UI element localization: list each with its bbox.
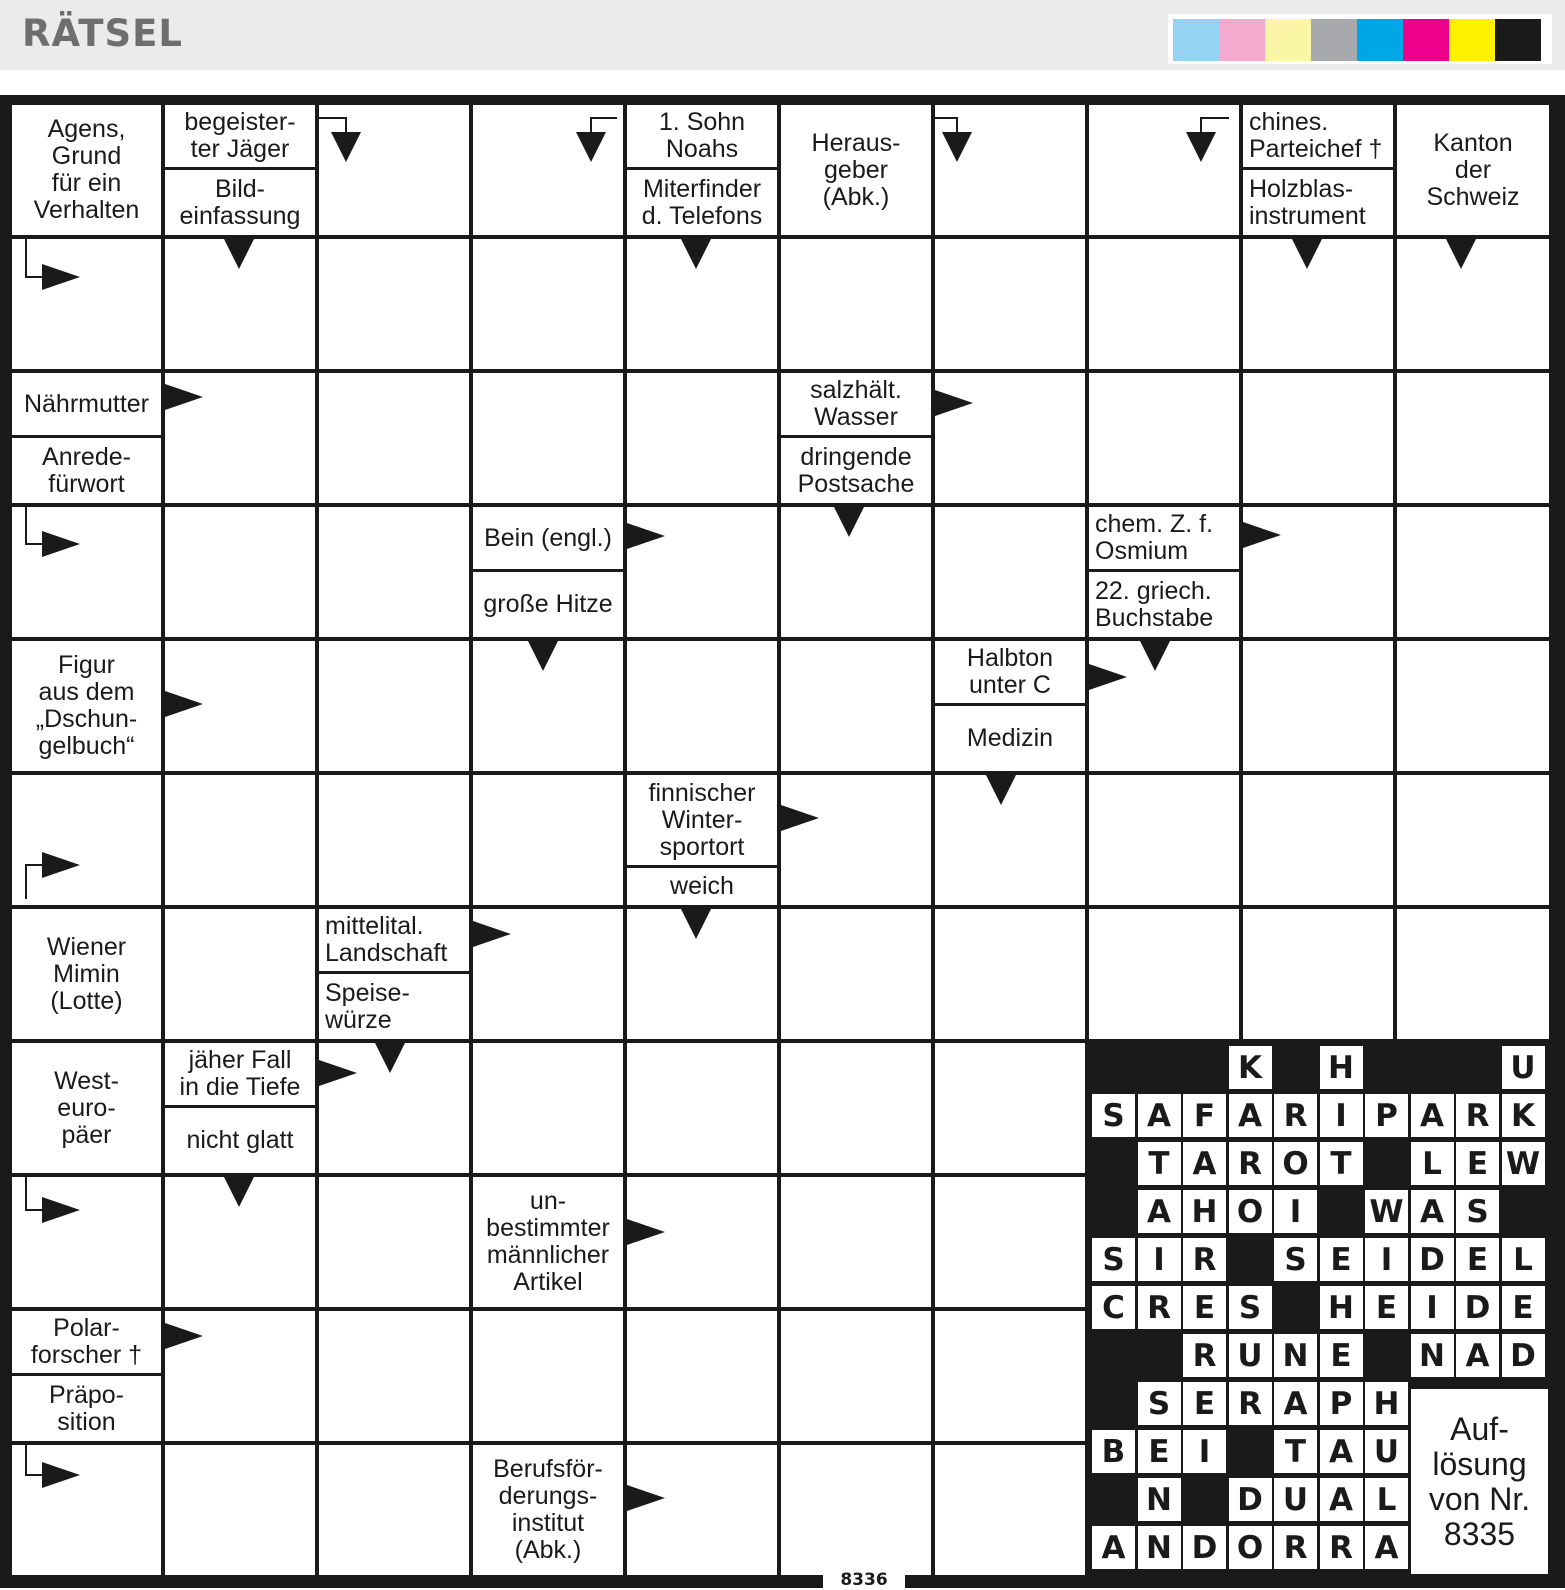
answer-cell[interactable] xyxy=(319,775,469,905)
answer-cell[interactable] xyxy=(1089,641,1239,771)
header-bar xyxy=(0,0,1565,70)
answer-cell[interactable] xyxy=(165,239,315,369)
answer-cell[interactable] xyxy=(781,641,931,771)
answer-cell[interactable] xyxy=(1397,909,1549,1039)
solution-letter: D xyxy=(1229,1478,1272,1521)
answer-cell[interactable] xyxy=(1243,373,1393,503)
answer-cell[interactable] xyxy=(627,239,777,369)
answer-cell[interactable] xyxy=(319,105,469,235)
clue-cell: Wiener Mimin (Lotte) xyxy=(12,909,161,1039)
solution-letter: E xyxy=(1456,1142,1499,1185)
answer-cell[interactable] xyxy=(627,909,777,1039)
solution-letter: D xyxy=(1456,1286,1499,1329)
answer-cell[interactable] xyxy=(935,909,1085,1039)
answer-cell[interactable] xyxy=(473,1043,623,1173)
clue-cell: Berufsför- derungs- institut (Abk.) xyxy=(473,1445,623,1575)
solution-letter: S xyxy=(1138,1382,1181,1425)
solution-letter: R xyxy=(1274,1526,1317,1569)
answer-cell[interactable] xyxy=(627,1177,777,1307)
solution-letter: W xyxy=(1365,1190,1408,1233)
answer-cell[interactable] xyxy=(627,507,777,637)
clue-cell: finnischer Winter- sportort xyxy=(627,775,777,865)
clue-cell: West- euro- päer xyxy=(12,1043,161,1173)
solution-letter: I xyxy=(1411,1286,1454,1329)
answer-cell[interactable] xyxy=(627,641,777,771)
solution-letter: L xyxy=(1502,1238,1545,1281)
clue-cell: Kanton der Schweiz xyxy=(1397,105,1549,235)
color-swatch xyxy=(1311,19,1357,61)
solution-letter: D xyxy=(1411,1238,1454,1281)
clue-cell: dringende Postsache xyxy=(781,438,931,503)
solution-letter: E xyxy=(1183,1382,1226,1425)
solution-letter: E xyxy=(1183,1286,1226,1329)
solution-letter: N xyxy=(1411,1334,1454,1377)
answer-cell[interactable] xyxy=(627,1445,777,1575)
puzzle-number: 8336 xyxy=(823,1570,905,1588)
clue-cell: salzhält. Wasser xyxy=(781,373,931,435)
solution-letter: B xyxy=(1092,1430,1135,1473)
solution-letter: R xyxy=(1229,1142,1272,1185)
clue-cell: Holzblas- instrument xyxy=(1243,170,1393,235)
answer-cell[interactable] xyxy=(627,1311,777,1441)
answer-cell[interactable] xyxy=(781,775,931,905)
answer-cell[interactable] xyxy=(1397,641,1549,771)
solution-letter: E xyxy=(1502,1286,1545,1329)
answer-cell[interactable] xyxy=(165,909,315,1039)
solution-label: Auf- lösung von Nr. 8335 xyxy=(1411,1389,1548,1574)
answer-cell[interactable] xyxy=(1089,909,1239,1039)
answer-cell[interactable] xyxy=(935,1177,1085,1307)
clue-cell: Bild- einfassung xyxy=(165,170,315,235)
color-swatch xyxy=(1219,19,1265,61)
clue-cell: Speise- würze xyxy=(319,974,469,1039)
answer-cell[interactable] xyxy=(781,1311,931,1441)
answer-cell[interactable] xyxy=(473,1311,623,1441)
answer-cell[interactable] xyxy=(165,373,315,503)
solution-letter: H xyxy=(1365,1382,1408,1425)
answer-cell[interactable] xyxy=(1089,105,1239,235)
solution-letter: U xyxy=(1365,1430,1408,1473)
answer-cell[interactable] xyxy=(935,239,1085,369)
answer-cell[interactable] xyxy=(1243,239,1393,369)
solution-letter: E xyxy=(1365,1286,1408,1329)
clue-cell: nicht glatt xyxy=(165,1108,315,1173)
answer-cell[interactable] xyxy=(935,1311,1085,1441)
clue-cell: jäher Fall in die Tiefe xyxy=(165,1043,315,1105)
clue-cell: große Hitze xyxy=(473,572,623,637)
answer-cell[interactable] xyxy=(165,641,315,771)
answer-cell[interactable] xyxy=(627,373,777,503)
answer-cell[interactable] xyxy=(319,373,469,503)
solution-letter: T xyxy=(1138,1142,1181,1185)
solution-letter: A xyxy=(1411,1190,1454,1233)
answer-cell[interactable] xyxy=(935,507,1085,637)
clue-cell: Nährmutter xyxy=(12,373,161,435)
solution-letter: N xyxy=(1138,1526,1181,1569)
solution-letter: E xyxy=(1320,1334,1363,1377)
color-swatch xyxy=(1495,19,1541,61)
clue-cell: un- bestimmter männlicher Artikel xyxy=(473,1177,623,1307)
solution-letter: N xyxy=(1138,1478,1181,1521)
answer-cell[interactable] xyxy=(1397,507,1549,637)
answer-cell[interactable] xyxy=(319,1177,469,1307)
answer-cell[interactable] xyxy=(165,1177,315,1307)
solution-letter: A xyxy=(1411,1094,1454,1137)
answer-cell[interactable] xyxy=(935,1445,1085,1575)
color-swatch xyxy=(1265,19,1311,61)
answer-cell[interactable] xyxy=(935,1043,1085,1173)
answer-cell[interactable] xyxy=(473,641,623,771)
solution-letter: O xyxy=(1274,1142,1317,1185)
color-swatch xyxy=(1357,19,1403,61)
solution-letter: L xyxy=(1365,1478,1408,1521)
solution-letter: I xyxy=(1320,1094,1363,1137)
answer-cell[interactable] xyxy=(165,507,315,637)
color-swatch xyxy=(1403,19,1449,61)
solution-letter: A xyxy=(1320,1430,1363,1473)
answer-cell[interactable] xyxy=(935,775,1085,905)
clue-cell: Medizin xyxy=(935,706,1085,771)
solution-letter: T xyxy=(1274,1430,1317,1473)
solution-letter: A xyxy=(1456,1334,1499,1377)
solution-letter: L xyxy=(1411,1142,1454,1185)
solution-letter: H xyxy=(1320,1286,1363,1329)
answer-cell[interactable] xyxy=(319,1445,469,1575)
solution-letter: A xyxy=(1274,1382,1317,1425)
answer-cell[interactable] xyxy=(1243,641,1393,771)
solution-letter: P xyxy=(1365,1094,1408,1137)
solution-letter: A xyxy=(1320,1478,1363,1521)
solution-letter: H xyxy=(1320,1046,1363,1089)
answer-cell[interactable] xyxy=(165,1445,315,1575)
solution-letter: A xyxy=(1365,1526,1408,1569)
solution-letter: U xyxy=(1274,1478,1317,1521)
answer-cell[interactable] xyxy=(473,373,623,503)
solution-letter: S xyxy=(1092,1094,1135,1137)
clue-cell: Anrede- fürwort xyxy=(12,438,161,503)
answer-cell[interactable] xyxy=(473,775,623,905)
solution-letter: O xyxy=(1229,1190,1272,1233)
solution-letter: K xyxy=(1229,1046,1272,1089)
clue-cell: weich xyxy=(627,868,777,905)
solution-letter: E xyxy=(1456,1238,1499,1281)
solution-letter: R xyxy=(1274,1094,1317,1137)
answer-cell[interactable] xyxy=(473,105,623,235)
solution-letter: D xyxy=(1502,1334,1545,1377)
answer-cell[interactable] xyxy=(1397,239,1549,369)
solution-letter: D xyxy=(1183,1526,1226,1569)
solution-letter: I xyxy=(1183,1430,1226,1473)
solution-letter: U xyxy=(1229,1334,1272,1377)
answer-cell[interactable] xyxy=(165,1311,315,1441)
solution-letter: O xyxy=(1229,1526,1272,1569)
answer-cell[interactable] xyxy=(12,1177,161,1307)
clue-cell: begeister- ter Jäger xyxy=(165,105,315,167)
clue-cell: Agens, Grund für ein Verhalten xyxy=(12,105,161,235)
answer-cell[interactable] xyxy=(1089,373,1239,503)
clue-cell: Präpo- sition xyxy=(12,1376,161,1441)
answer-cell[interactable] xyxy=(473,909,623,1039)
solution-letter: P xyxy=(1320,1382,1363,1425)
solution-letter: R xyxy=(1229,1382,1272,1425)
solution-letter: R xyxy=(1183,1238,1226,1281)
solution-letter: S xyxy=(1229,1286,1272,1329)
answer-cell[interactable] xyxy=(165,775,315,905)
solution-letter: W xyxy=(1502,1142,1545,1185)
solution-letter: S xyxy=(1274,1238,1317,1281)
solution-letter: E xyxy=(1320,1238,1363,1281)
clue-cell: chines. Parteichef † xyxy=(1243,105,1393,167)
answer-cell[interactable] xyxy=(781,1445,931,1575)
solution-letter: S xyxy=(1092,1238,1135,1281)
clue-cell: Figur aus dem „Dschun- gelbuch“ xyxy=(12,641,161,771)
answer-cell[interactable] xyxy=(935,373,1085,503)
solution-letter: I xyxy=(1138,1238,1181,1281)
solution-letter: A xyxy=(1092,1526,1135,1569)
solution-letter: A xyxy=(1229,1094,1272,1137)
answer-cell[interactable] xyxy=(12,1445,161,1575)
solution-letter: R xyxy=(1183,1334,1226,1377)
answer-cell[interactable] xyxy=(935,105,1085,235)
clue-cell: Heraus- geber (Abk.) xyxy=(781,105,931,235)
clue-cell: 1. Sohn Noahs xyxy=(627,105,777,167)
clue-cell: chem. Z. f. Osmium xyxy=(1089,507,1239,569)
clue-cell: Polar- forscher † xyxy=(12,1311,161,1373)
answer-cell[interactable] xyxy=(781,909,931,1039)
solution-letter: A xyxy=(1138,1094,1181,1137)
answer-cell[interactable] xyxy=(319,1043,469,1173)
answer-cell[interactable] xyxy=(781,1043,931,1173)
color-swatch xyxy=(1173,19,1219,61)
answer-cell[interactable] xyxy=(1243,507,1393,637)
answer-cell[interactable] xyxy=(12,775,161,905)
solution-letter: A xyxy=(1183,1142,1226,1185)
answer-cell[interactable] xyxy=(12,507,161,637)
answer-cell[interactable] xyxy=(781,239,931,369)
answer-cell[interactable] xyxy=(1089,775,1239,905)
answer-cell[interactable] xyxy=(781,1177,931,1307)
clue-cell: 22. griech. Buchstabe xyxy=(1089,572,1239,637)
answer-cell[interactable] xyxy=(319,641,469,771)
answer-cell[interactable] xyxy=(1243,909,1393,1039)
clue-cell: Bein (engl.) xyxy=(473,507,623,569)
solution-letter: K xyxy=(1502,1094,1545,1137)
solution-letter: H xyxy=(1183,1190,1226,1233)
color-swatch-strip xyxy=(1168,14,1552,64)
solution-letter: A xyxy=(1138,1190,1181,1233)
clue-cell: Halbton unter C xyxy=(935,641,1085,703)
page-title: RÄTSEL xyxy=(22,12,183,55)
answer-cell[interactable] xyxy=(473,239,623,369)
answer-cell[interactable] xyxy=(319,1311,469,1441)
color-swatch xyxy=(1449,19,1495,61)
solution-letter: C xyxy=(1092,1286,1135,1329)
answer-cell[interactable] xyxy=(781,507,931,637)
solution-letter: S xyxy=(1456,1190,1499,1233)
solution-letter: R xyxy=(1456,1094,1499,1137)
solution-letter: N xyxy=(1274,1334,1317,1377)
answer-cell[interactable] xyxy=(319,507,469,637)
answer-cell[interactable] xyxy=(627,1043,777,1173)
clue-cell: mittelital. Landschaft xyxy=(319,909,469,971)
solution-letter: I xyxy=(1274,1190,1317,1233)
answer-cell[interactable] xyxy=(1397,373,1549,503)
clue-cell: Miterfinder d. Telefons xyxy=(627,170,777,235)
answer-cell[interactable] xyxy=(319,239,469,369)
solution-letter: R xyxy=(1138,1286,1181,1329)
solution-letter: I xyxy=(1365,1238,1408,1281)
solution-letter: U xyxy=(1502,1046,1545,1089)
answer-cell[interactable] xyxy=(1397,775,1549,905)
solution-letter: R xyxy=(1320,1526,1363,1569)
answer-cell[interactable] xyxy=(1243,775,1393,905)
solution-letter: F xyxy=(1183,1094,1226,1137)
solution-letter: T xyxy=(1320,1142,1363,1185)
answer-cell[interactable] xyxy=(1089,239,1239,369)
solution-letter: E xyxy=(1138,1430,1181,1473)
answer-cell[interactable] xyxy=(12,239,161,369)
